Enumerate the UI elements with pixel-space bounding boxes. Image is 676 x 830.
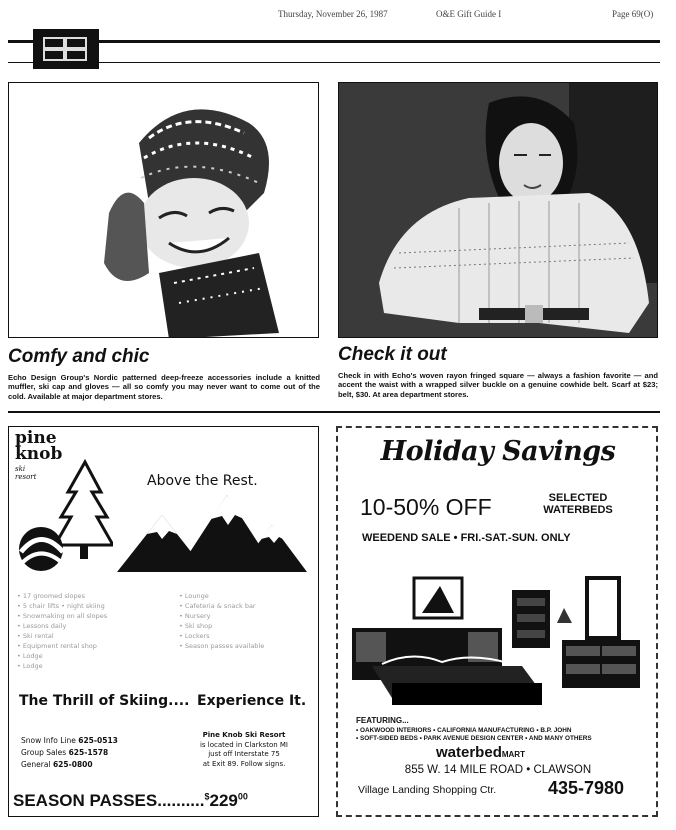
- feature-left-item: • Equipment rental shop: [17, 642, 97, 650]
- price-symbol: $: [204, 791, 210, 802]
- pine-knob-features-left: [17, 591, 177, 671]
- feature-right-item: • Season passes available: [179, 642, 265, 650]
- contact-row: Group Sales 625-1578: [21, 748, 109, 757]
- photo-ski-cap-model: [8, 82, 319, 338]
- feature-left-item: • Lodge: [17, 652, 43, 660]
- pine-knob-logo-ski: ski: [15, 465, 26, 473]
- shopping-center: Village Landing Shopping Ctr.: [358, 784, 497, 796]
- photo-scarf-model: [338, 82, 658, 338]
- feature-left-item: • Lodge: [17, 662, 43, 670]
- feature-headline-2: Check it out: [338, 344, 447, 365]
- waterbed-mart-ad: [336, 426, 658, 817]
- contact-row: General 625-0800: [21, 760, 93, 769]
- page-number: Page 69(O): [612, 9, 654, 19]
- price-cents: 00: [237, 791, 248, 802]
- bedroom-set-illustration: [352, 568, 642, 716]
- feature-right-item: • Cafeteria & snack bar: [179, 602, 256, 610]
- pine-knob-features-right: [179, 591, 314, 651]
- store-name: waterbed: [436, 744, 502, 761]
- brands-list: [356, 727, 592, 743]
- header-rule-bottom: [8, 62, 660, 63]
- gift-box-icon: [43, 37, 87, 61]
- header-rule-top: [8, 40, 660, 43]
- brands-line: • OAKWOOD INTERIORS • CALIFORNIA MANUFACTURING • B.P. JOHN: [356, 727, 572, 734]
- feature-left-item: • Lessons daily: [17, 622, 67, 630]
- holiday-savings-title: Holiday Savings: [380, 436, 616, 467]
- store-address: 855 W. 14 MILE ROAD • CLAWSON: [404, 764, 592, 776]
- pine-knob-contacts: [21, 735, 171, 771]
- pine-knob-logo-pine: pine: [15, 428, 57, 448]
- sale-dates: WEEDEND SALE • FRI.-SAT.-SUN. ONLY: [362, 532, 571, 544]
- selected-waterbeds: SELECTED WATERBEDS: [543, 492, 613, 516]
- pine-tree-icon: [13, 457, 113, 577]
- feature-headline-1: Comfy and chic: [8, 346, 150, 367]
- location-line: just off Interstate 75: [208, 750, 280, 758]
- feature-right-item: • Lockers: [179, 632, 210, 640]
- brands-line: • SOFT-SIDED BEDS • PARK AVENUE DESIGN CENTER • AND MANY OTHERS: [356, 735, 592, 742]
- feature-left-item: • 17 groomed slopes: [17, 592, 86, 600]
- feature-caption-1: Echo Design Group's Nordic patterned deep-freeze accessories include a knitted muffler, ski cap and gloves — all so comfy you may never want to come out of the cold. Available at major department stores.: [8, 373, 320, 401]
- store-logo: [436, 744, 525, 762]
- feature-right-item: • Ski shop: [179, 622, 213, 630]
- pine-knob-ad: [8, 426, 319, 817]
- section-title: O&E Gift Guide I: [436, 9, 502, 19]
- feature-right-item: • Nursery: [179, 612, 211, 620]
- pine-knob-tagline: Above the Rest.: [147, 473, 258, 489]
- location-line: at Exit 89. Follow signs.: [202, 759, 286, 768]
- section-divider: [8, 411, 660, 413]
- season-pass-price: 229: [209, 791, 238, 810]
- location-title: Pine Knob Ski Resort: [202, 731, 286, 739]
- pine-knob-location: [179, 731, 309, 769]
- gift-guide-logo: [33, 29, 99, 69]
- feature-left-item: • Ski rental: [17, 632, 54, 640]
- page-date: Thursday, November 26, 1987: [278, 9, 388, 19]
- discount-text: 10-50% OFF: [360, 494, 492, 520]
- feature-left-item: • 5 chair lifts • night skiing: [17, 602, 105, 610]
- store-phone: 435-7980: [548, 778, 625, 798]
- featuring-label: FEATURING...: [356, 716, 409, 725]
- pine-knob-thrill: The Thrill of Skiing....: [19, 693, 190, 709]
- pine-knob-experience: Experience It.: [197, 693, 307, 709]
- feature-right-item: • Lounge: [179, 592, 209, 600]
- pine-knob-logo-resort: resort: [15, 473, 37, 481]
- pine-knob-logo-knob: knob: [15, 444, 63, 464]
- store-suffix: MART: [501, 750, 525, 759]
- season-passes-line: [13, 791, 248, 811]
- mountains-icon: [107, 487, 307, 577]
- feature-left-item: • Snowmaking on all slopes: [17, 612, 108, 620]
- location-line: is located in Clarkston MI: [199, 740, 288, 749]
- contact-row: Snow Info Line 625-0513: [21, 736, 118, 745]
- season-passes-label: SEASON PASSES..........: [13, 791, 205, 810]
- feature-caption-2: Check in with Echo's woven rayon fringed square — always a fashion favorite — and accent the waist with a wrapped silver buckle on a genuine cowhide belt. Scarf at $23; belt, $30. At area department stores.: [338, 371, 658, 399]
